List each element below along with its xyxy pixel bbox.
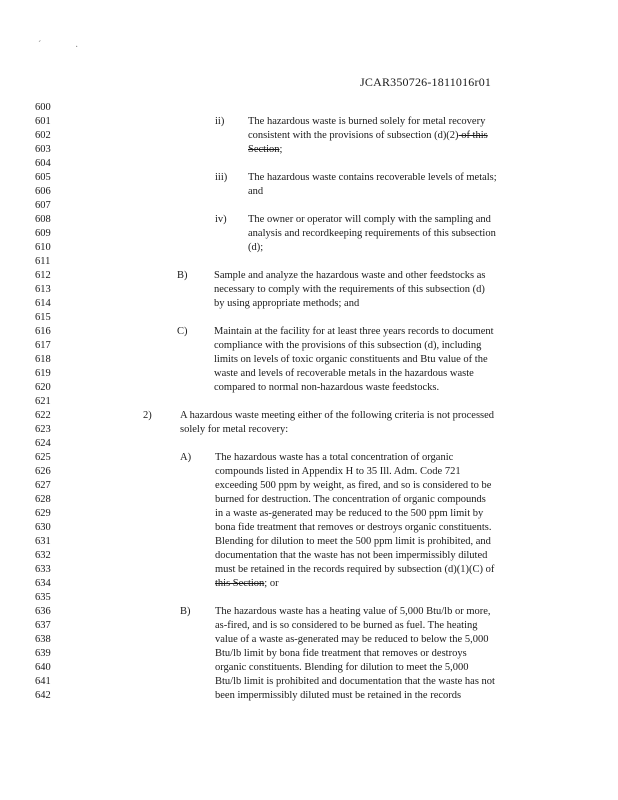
line-number: 606 [35, 186, 51, 197]
item-text-segment: ; [279, 144, 283, 155]
line-number: 614 [35, 298, 51, 309]
item-text-line: Sample and analyze the hazardous waste and other feedstocks as [214, 270, 486, 281]
item-text-line: by using appropriate methods; and [214, 298, 360, 309]
line-number: 601 [35, 116, 51, 127]
struck-text: this Section [215, 578, 265, 589]
line-number: 630 [35, 522, 51, 533]
scan-speck: ´ [38, 40, 42, 51]
line-number: 631 [35, 536, 51, 547]
line-number: 617 [35, 340, 51, 351]
line-number: 627 [35, 480, 51, 491]
item-marker: ii) [215, 116, 225, 127]
line-number: 640 [35, 662, 51, 673]
item-text-line: The hazardous waste has a heating value of 5,000 Btu/lb or more, [215, 606, 491, 617]
line-number: 637 [35, 620, 51, 631]
line-number: 626 [35, 466, 51, 477]
line-number: 609 [35, 228, 51, 239]
item-text-line: Btu/lb limit is prohibited and documentation that the waste has not [215, 676, 495, 687]
item-text-line: exceeding 500 ppm by weight, as fired, and so is considered to be [215, 480, 492, 491]
item-marker: B) [177, 270, 188, 281]
line-number: 608 [35, 214, 51, 225]
scan-speck: · [75, 42, 79, 53]
item-text-line: limits on levels of toxic organic constituents and Btu value of the [214, 354, 488, 365]
document-id: JCAR350726-1811016r01 [360, 75, 492, 89]
line-number: 607 [35, 200, 51, 211]
line-number: 619 [35, 368, 51, 379]
item-text-line [248, 129, 488, 143]
line-number: 629 [35, 508, 51, 519]
item-text-line: organic constituents. Blending for dilution to meet the 5,000 [215, 662, 469, 673]
line-number: 638 [35, 634, 51, 645]
item-text-line: solely for metal recovery: [180, 424, 289, 435]
item-text-line [215, 577, 279, 591]
item-text-line: in a waste as-generated may be reduced to the 500 ppm limit by [215, 508, 484, 519]
line-number: 610 [35, 242, 51, 253]
line-number: 642 [35, 690, 51, 701]
line-number: 622 [35, 410, 51, 421]
item-text-line: compounds listed in Appendix H to 35 Ill. Adm. Code 721 [215, 466, 461, 477]
item-text-line: compliance with the provisions of this subsection (d), including [214, 340, 482, 351]
item-text-line: Maintain at the facility for at least three years records to document [214, 326, 494, 337]
item-text-line: compared to normal non-hazardous waste feedstocks. [214, 382, 440, 393]
line-number: 600 [35, 102, 51, 113]
line-number: 624 [35, 438, 51, 449]
item-text-line: The hazardous waste contains recoverable levels of metals; [248, 172, 497, 183]
line-number: 616 [35, 326, 51, 337]
item-text-line: A hazardous waste meeting either of the following criteria is not processed [180, 410, 495, 421]
item-text-line: Blending for dilution to meet the 500 ppm limit is prohibited, and [215, 536, 491, 547]
line-number: 639 [35, 648, 51, 659]
item-text-line: The owner or operator will comply with the sampling and [248, 214, 491, 225]
line-number: 633 [35, 564, 51, 575]
item-text-line: as-fired, and is so considered to be burned as fuel. The heating [215, 620, 478, 631]
item-text-line: burned for destruction. The concentration of organic compounds [215, 494, 486, 505]
line-number: 625 [35, 452, 51, 463]
item-text-segment: ; or [264, 578, 279, 589]
line-number: 628 [35, 494, 51, 505]
line-number: 602 [35, 130, 51, 141]
item-marker: 2) [143, 410, 152, 421]
line-number: 611 [35, 256, 51, 267]
line-number: 641 [35, 676, 51, 687]
item-text-line: The hazardous waste is burned solely for metal recovery [248, 116, 486, 127]
item-text-line: and [248, 186, 264, 197]
line-number: 635 [35, 592, 51, 603]
line-number: 636 [35, 606, 51, 617]
line-number: 605 [35, 172, 51, 183]
item-marker: C) [177, 326, 188, 337]
item-marker: A) [180, 452, 192, 463]
line-number: 621 [35, 396, 51, 407]
item-text-line: must be retained in the records required by subsection (d)(1)(C) of [215, 564, 495, 575]
item-text-segment: consistent with the provisions of subsection (d)(2) [248, 130, 459, 141]
item-text-line: (d); [248, 242, 264, 253]
item-text-line: necessary to comply with the requirements of this subsection (d) [214, 284, 485, 295]
item-text-line: waste and levels of recoverable metals in the hazardous waste [214, 368, 474, 379]
line-number: 634 [35, 578, 51, 589]
struck-text: of this [458, 130, 488, 141]
line-number: 623 [35, 424, 51, 435]
line-number: 615 [35, 312, 51, 323]
item-text-line: The hazardous waste has a total concentration of organic [215, 452, 454, 463]
line-number: 613 [35, 284, 51, 295]
item-text-line: value of a waste as-generated may be reduced to below the 5,000 [215, 634, 489, 645]
line-number: 620 [35, 382, 51, 393]
item-text-line [248, 143, 282, 157]
item-marker: iii) [215, 172, 228, 183]
line-number: 604 [35, 158, 51, 169]
struck-text: Section [248, 144, 280, 155]
line-number: 612 [35, 270, 51, 281]
line-number: 632 [35, 550, 51, 561]
item-marker: B) [180, 606, 191, 617]
item-text-line: been impermissibly diluted must be retained in the records [215, 690, 462, 701]
item-text-line: Btu/lb limit by bona fide treatment that removes or destroys [215, 648, 467, 659]
item-text-line: analysis and recordkeeping requirements of this subsection [248, 228, 496, 239]
item-text-line: bona fide treatment that removes or destroys organic constituents. [215, 522, 492, 533]
line-number: 618 [35, 354, 51, 365]
line-number: 603 [35, 144, 51, 155]
item-text-line: documentation that the waste has not been impermissibly diluted [215, 550, 488, 561]
item-marker: iv) [215, 214, 227, 225]
